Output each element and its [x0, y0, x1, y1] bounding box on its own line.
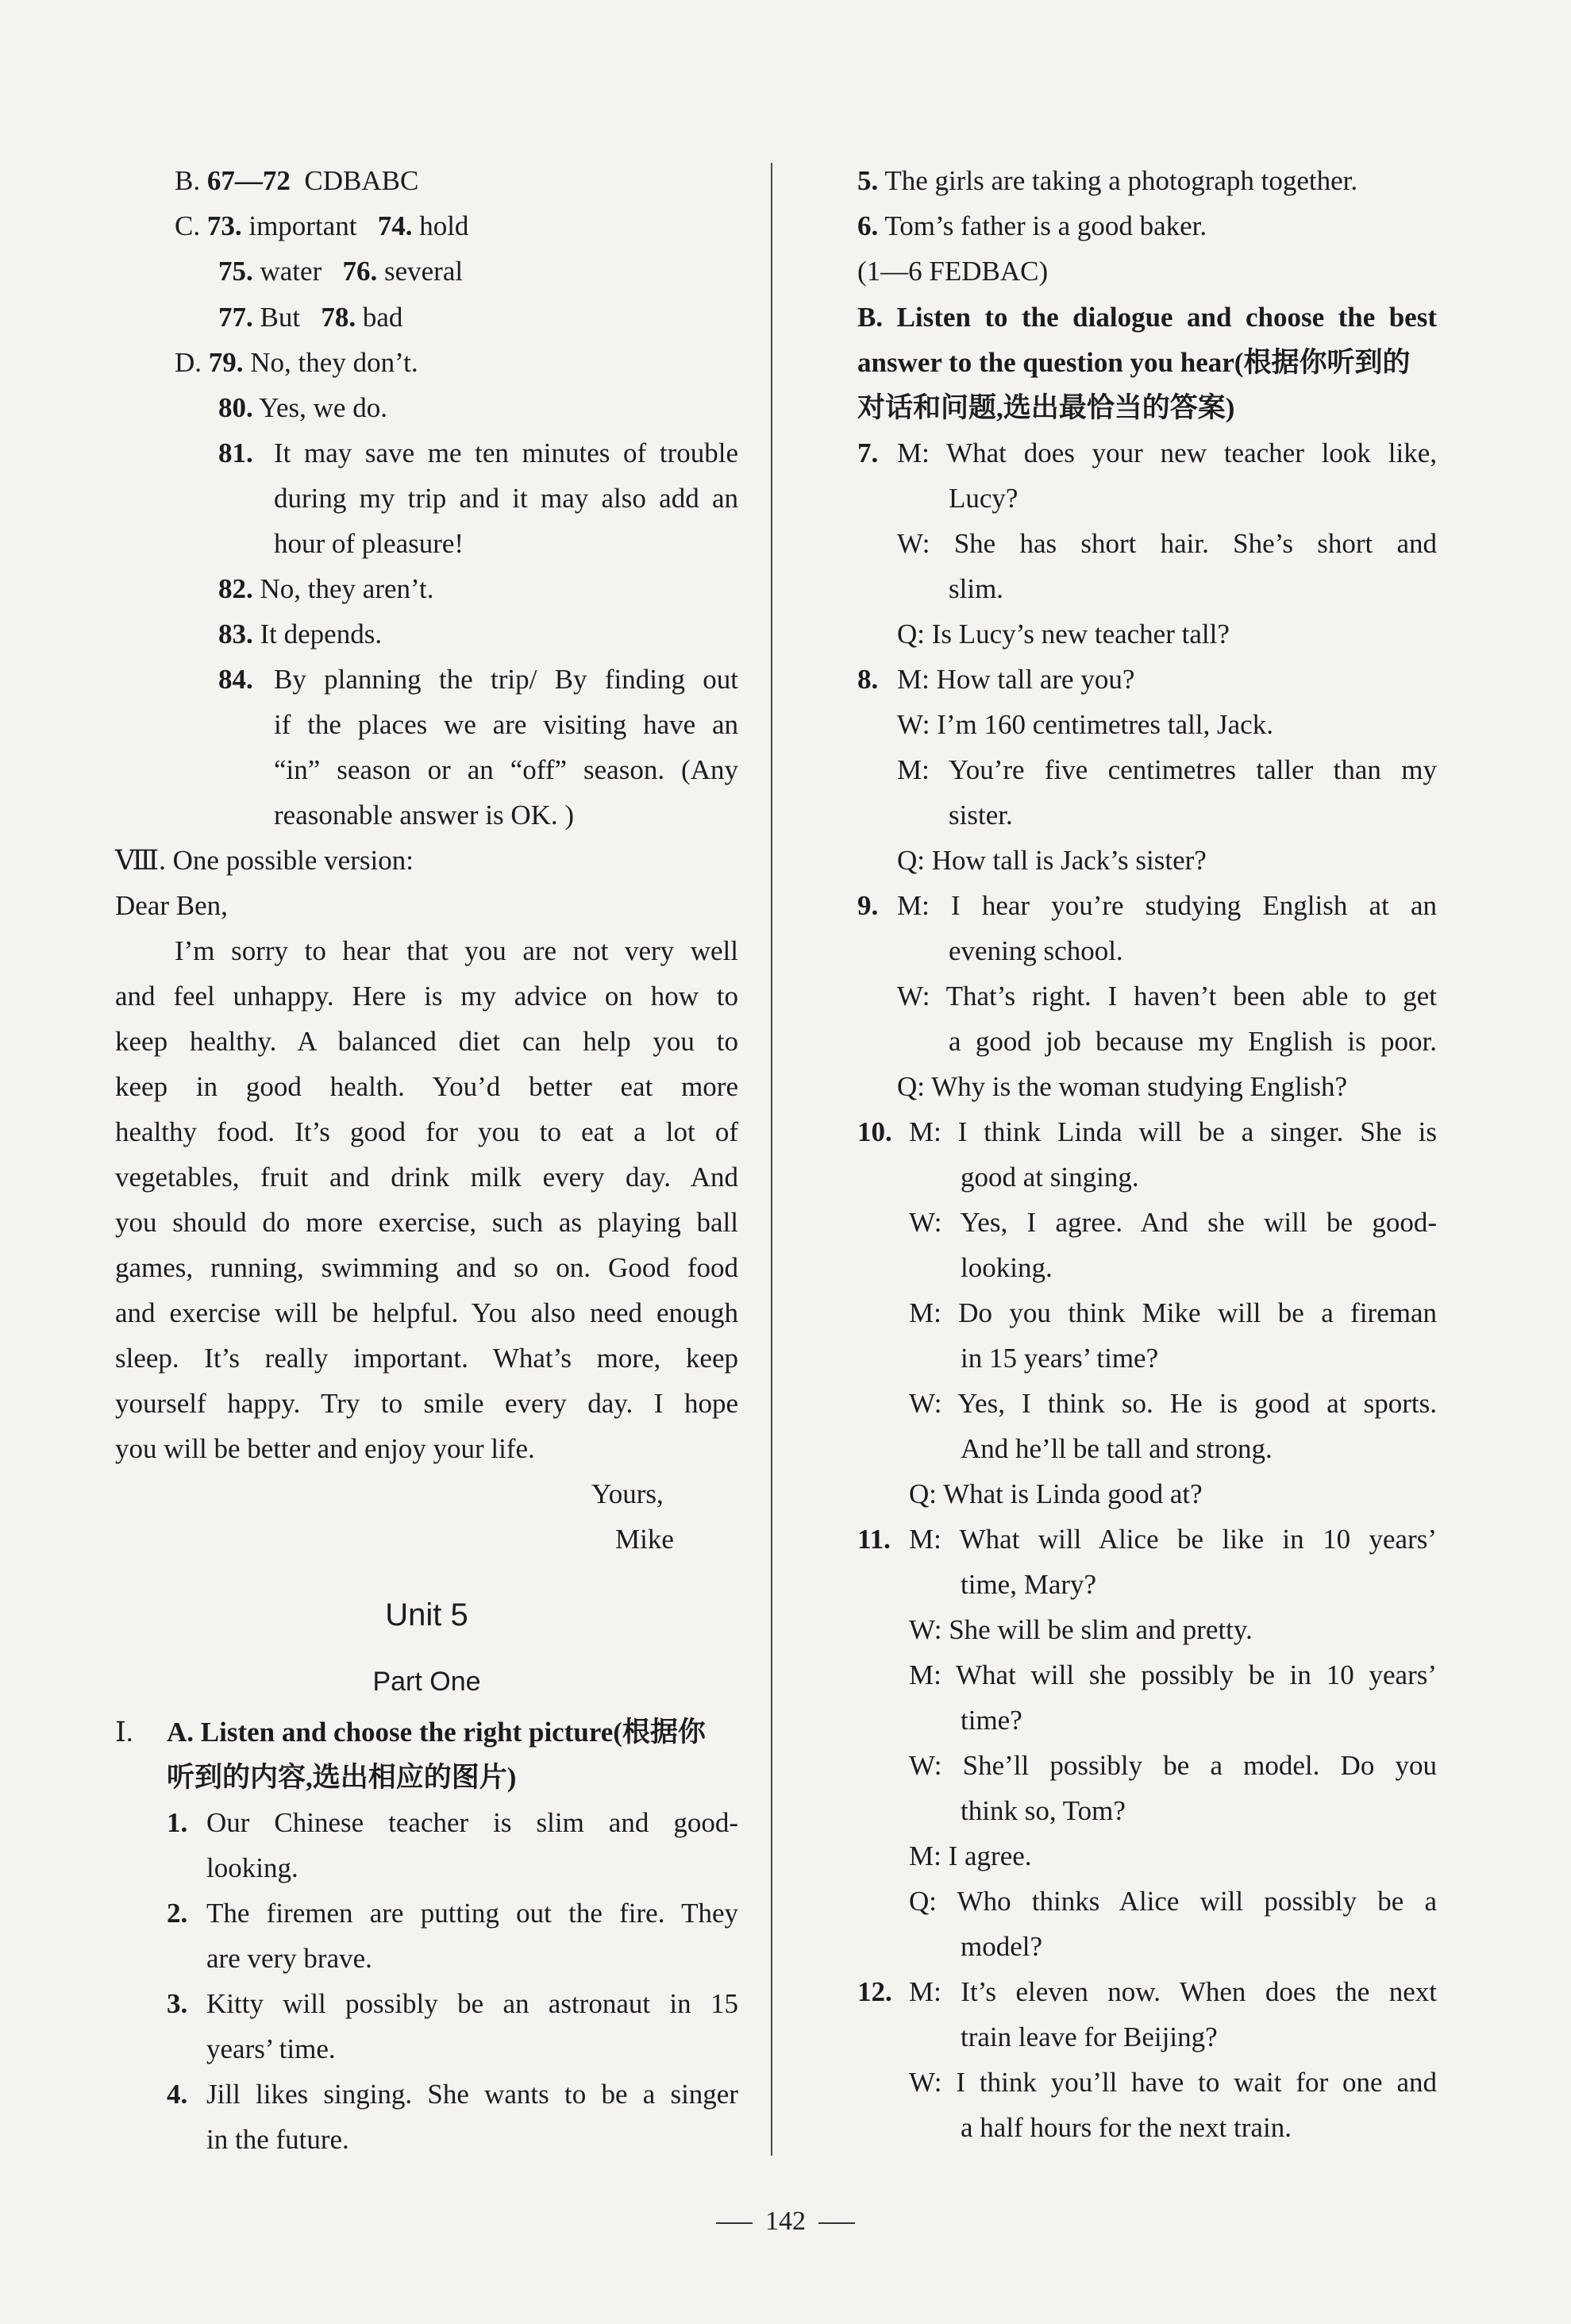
question-1-line-2: looking. [206, 1852, 298, 1883]
dialogue-line: W: Yes, I think so. He is good at sports. [909, 1388, 1437, 1419]
dialogue-line: in 15 years’ time? [961, 1343, 1159, 1374]
answers-1-6: (1—6 FEDBAC) [857, 256, 1049, 287]
dialogue-line: W: She’ll possibly be a model. Do you [909, 1750, 1437, 1781]
dialogue-line: M: Do you think Mike will be a fireman [909, 1297, 1437, 1328]
dialogue-line: W: She has short hair. She’s short and [897, 528, 1437, 559]
question-10-number: 10. [857, 1116, 892, 1147]
letter-line: vegetables, fruit and drink milk every day. And [115, 1162, 738, 1193]
question-8-number: 8. [857, 664, 879, 695]
dialogue-line: M: I hear you’re studying English at an [897, 890, 1437, 921]
answer-d-81-line-1: It may save me ten minutes of trouble [274, 437, 738, 468]
dialogue-line: M: How tall are you? [897, 664, 1135, 695]
answer-d-81-line-3: hour of pleasure! [274, 528, 464, 559]
dash-left [716, 2222, 753, 2224]
section-b-instruction-line-2: answer to the question you hear(根据你听到的 [857, 347, 1411, 378]
question-5: 5. The girls are taking a photograph together. [857, 165, 1358, 196]
question-9-number: 9. [857, 890, 879, 921]
dialogue-line: looking. [961, 1252, 1053, 1283]
answer-d-79: D. 79. No, they don’t. [175, 347, 418, 378]
dialogue-line: Lucy? [949, 483, 1018, 514]
dialogue-line: time, Mary? [961, 1569, 1097, 1600]
dialogue-question: Q: Who thinks Alice will possibly be a [909, 1886, 1437, 1917]
dialogue-line: evening school. [949, 935, 1123, 966]
question-1-line-1: Our Chinese teacher is slim and good- [206, 1807, 738, 1838]
dialogue-line: a half hours for the next train. [961, 2112, 1292, 2143]
answer-c-line-1: C. 73. important 74. hold [175, 210, 469, 241]
letter-line: healthy food. It’s good for you to eat a lot of [115, 1116, 738, 1147]
dialogue-line: W: She will be slim and pretty. [909, 1614, 1253, 1645]
dialogue-line: M: I think Linda will be a singer. She is [909, 1116, 1437, 1147]
question-4-number: 4. [167, 2079, 188, 2110]
answer-c-line-2: 75. water 76. several [218, 256, 464, 287]
answer-d-84-line-1: By planning the trip/ By finding out [274, 664, 738, 695]
dialogue-line: slim. [949, 573, 1004, 604]
dialogue-line: W: Yes, I agree. And she will be good- [909, 1207, 1437, 1238]
dialogue-line: M: You’re five centimetres taller than my [897, 754, 1437, 785]
question-4-line-2: in the future. [206, 2124, 349, 2155]
letter-line: you should do more exercise, such as playing ball [115, 1207, 738, 1238]
letter-line: games, running, swimming and so on. Good food [115, 1252, 738, 1283]
dialogue-line: good at singing. [961, 1162, 1139, 1193]
answer-d-84-line-2: if the places we are visiting have an [274, 709, 738, 740]
answer-c-line-3: 77. But 78. bad [218, 302, 403, 333]
letter-signature: Mike [615, 1524, 674, 1555]
letter-closing: Yours, [591, 1478, 664, 1509]
answer-d-80: 80. Yes, we do. [218, 392, 387, 423]
dialogue-question: model? [961, 1931, 1043, 1962]
question-6: 6. Tom’s father is a good baker. [857, 210, 1207, 241]
answer-b-line: B. 67—72 CDBABC [175, 165, 419, 196]
letter-line: and exercise will be helpful. You also need enough [115, 1297, 738, 1328]
dialogue-line: think so, Tom? [961, 1795, 1126, 1826]
dialogue-line: M: I agree. [909, 1840, 1032, 1871]
answer-d-81-number: 81. [218, 437, 253, 468]
dialogue-line: W: That’s right. I haven’t been able to get [897, 981, 1437, 1012]
letter-line: keep healthy. A balanced diet can help you to [115, 1026, 738, 1057]
dialogue-line: a good job because my English is poor. [949, 1026, 1437, 1057]
letter-line: sleep. It’s really important. What’s more, keep [115, 1343, 738, 1374]
letter-line: keep in good health. You’d better eat more [115, 1071, 738, 1102]
letter-line: and feel unhappy. Here is my advice on how to [115, 981, 738, 1012]
question-3-line-1: Kitty will possibly be an astronaut in 15 [206, 1988, 738, 2019]
letter-line: I’m sorry to hear that you are not very well [175, 935, 738, 966]
section-i-instruction-line-1: A. Listen and choose the right picture(根据你 [167, 1717, 706, 1748]
question-12-number: 12. [857, 1976, 892, 2007]
answer-d-84-number: 84. [218, 664, 253, 695]
dialogue-question: Q: How tall is Jack’s sister? [897, 845, 1207, 876]
unit-title: Unit 5 [385, 1598, 468, 1632]
question-7-number: 7. [857, 437, 879, 468]
section-viii-heading: Ⅷ. One possible version: [115, 845, 414, 876]
dialogue-question: Q: What is Linda good at? [909, 1478, 1203, 1509]
page-number [0, 2206, 1571, 2237]
question-3-number: 3. [167, 1988, 188, 2019]
question-1-number: 1. [167, 1807, 188, 1838]
dialogue-line: W: I’m 160 centimetres tall, Jack. [897, 709, 1273, 740]
part-title: Part One [372, 1667, 481, 1697]
section-b-instruction-line-3: 对话和问题,选出最恰当的答案) [857, 392, 1235, 423]
question-11-number: 11. [857, 1524, 891, 1555]
dialogue-line: W: I think you’ll have to wait for one and [909, 2067, 1437, 2098]
dialogue-line: M: What will Alice be like in 10 years’ [909, 1524, 1437, 1555]
letter-line: you will be better and enjoy your life. [115, 1433, 535, 1464]
question-2-number: 2. [167, 1898, 188, 1929]
section-i-instruction-line-2: 听到的内容,选出相应的图片) [167, 1762, 517, 1793]
dialogue-question: Q: Why is the woman studying English? [897, 1071, 1348, 1102]
answer-d-81-line-2: during my trip and it may also add an [274, 483, 738, 514]
answer-d-84-line-3: “in” season or an “off” season. (Any [274, 754, 738, 785]
letter-line: yourself happy. Try to smile every day. I hope [115, 1388, 738, 1419]
dialogue-line: And he’ll be tall and strong. [961, 1433, 1273, 1464]
answer-d-84-line-4: reasonable answer is OK. ) [274, 800, 575, 831]
column-divider [771, 163, 772, 2156]
page-number-text: 142 [765, 2206, 806, 2236]
section-b-instruction-line-1: B. Listen to the dialogue and choose the best [857, 302, 1437, 333]
answer-d-83: 83. It depends. [218, 619, 383, 649]
dialogue-line: M: What does your new teacher look like, [897, 437, 1437, 468]
question-3-line-2: years’ time. [206, 2033, 336, 2064]
section-i-number: Ⅰ. [115, 1717, 133, 1748]
dialogue-line: M: It’s eleven now. When does the next [909, 1976, 1437, 2007]
question-2-line-1: The firemen are putting out the fire. They [206, 1898, 738, 1929]
dialogue-line: train leave for Beijing? [961, 2021, 1218, 2052]
dialogue-line: sister. [949, 800, 1013, 831]
answer-d-82: 82. No, they aren’t. [218, 573, 434, 604]
letter-salutation: Dear Ben, [115, 890, 228, 921]
dialogue-question: Q: Is Lucy’s new teacher tall? [897, 619, 1230, 649]
question-2-line-2: are very brave. [206, 1943, 372, 1974]
dialogue-line: time? [961, 1705, 1022, 1736]
dash-right [818, 2222, 855, 2224]
question-4-line-1: Jill likes singing. She wants to be a singer [206, 2079, 738, 2110]
dialogue-line: M: What will she possibly be in 10 years’ [909, 1659, 1437, 1690]
